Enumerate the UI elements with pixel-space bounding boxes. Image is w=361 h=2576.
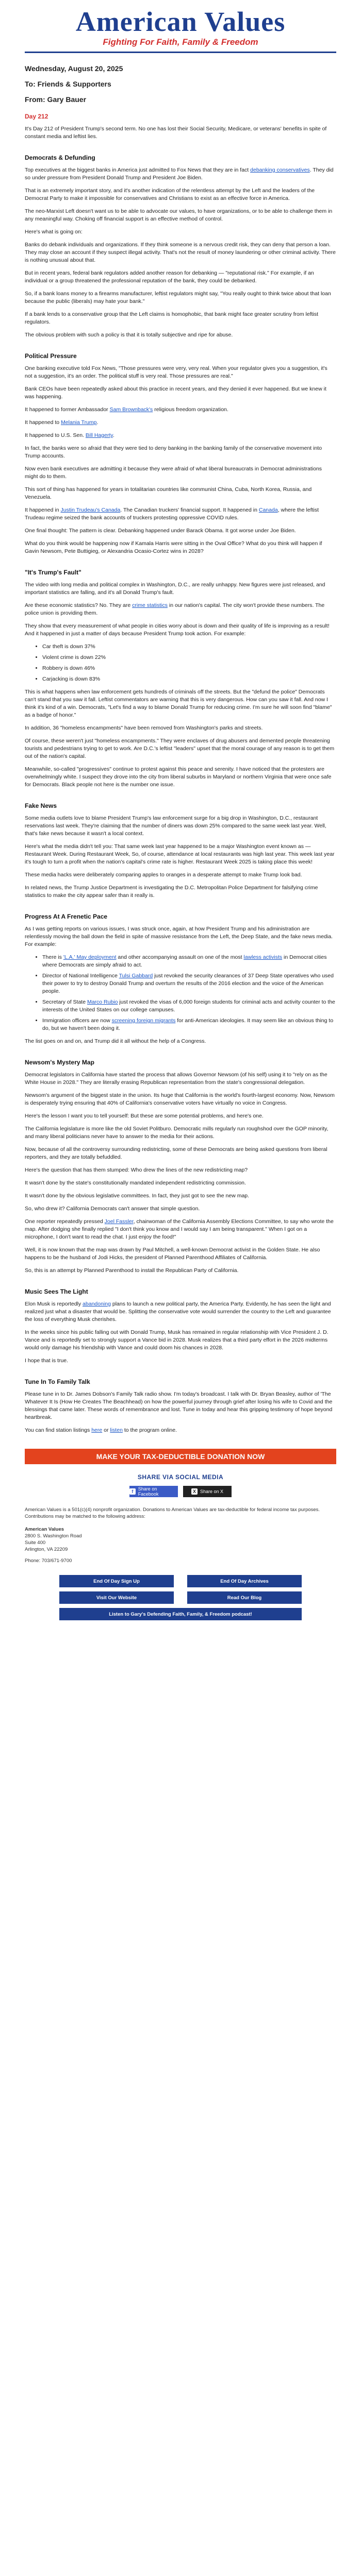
paragraph	[25, 506, 336, 522]
paragraph: One final thought: The pattern is clear. Debanking happened under Barack Obama. It got worse under Joe Biden.	[25, 528, 296, 534]
website-button[interactable]: Visit Our Website	[59, 1591, 174, 1604]
section-heading-newsom: Newsom's Mystery Map	[25, 1059, 94, 1066]
paragraph: Now, because of all the controversy surrounding redistricting, some of these Democrats are being asked questions from liberal reporters, and they are totally befuddled.	[25, 1146, 327, 1160]
paragraph: Well, it is now known that the map was drawn by Paul Mitchell, a well-known Democrat activist in the Golden State. He also happens to be the husband of Jodi Hicks, the president of Planned Parenthood Affiliates of California.	[25, 1247, 320, 1261]
paragraph: In fact, the banks were so afraid that they were tied to deny banking in the banking family of the conservative movement into Trump accounts.	[25, 445, 322, 459]
address-street: 2800 S. Washington Road	[25, 1533, 82, 1539]
donate-button[interactable]: MAKE YOUR TAX-DEDUCTIBLE DONATION NOW	[25, 1449, 336, 1464]
text: There is	[42, 954, 63, 960]
day-counter: Day 212	[25, 113, 48, 120]
paragraph: It's Day 212 of President Trump's second term. No one has lost their Social Security, Medicare, or veterans' benefits in spite of constant media and leftist lies.	[25, 126, 327, 140]
list-item	[42, 972, 336, 995]
text: One reporter repeatedly pressed	[25, 1218, 105, 1225]
text: just revoked the visas of 6,000 foreign students for criminal acts and activity counter to the interests of the United States on our college campuses.	[42, 999, 335, 1013]
share-row	[0, 1486, 361, 1497]
paragraph	[25, 1427, 336, 1434]
archives-button[interactable]: End Of Day Archives	[187, 1575, 302, 1587]
paragraph: This sort of thing has happened for years in totalitarian countries like communist China, Cuba, North Korea, Russia, and Venezuela.	[25, 486, 312, 500]
text: or	[102, 1427, 110, 1433]
paragraph: Please tune in to Dr. James Dobson's Family Talk radio show. I'm today's broadcast. I talk with Dr. Bryan Beasley, author of 'The Whatever It Is (How He Creates The Beachhead) on how the powerful journey through grief after losing his wife to Covid and the blessings that came later. These words of remembrance and lost. Tune in today and hear this gripping testimony of hope beyond heartbreak.	[25, 1391, 333, 1420]
paragraph	[25, 1300, 336, 1324]
link-melania[interactable]: Melania Trump	[61, 419, 97, 426]
text: religious freedom organization.	[153, 406, 228, 413]
paragraph: Here's what the media didn't tell you: That same week last year happened to be a major Washington event known as — Restaurant Week. During Restaurant Week, So, of course, attendance at local restaurants was high last year. This week last year it's tough to turn a profit when the nation's capital's crime rate is higher. Restaurant Week 2025 is taking place this week!	[25, 843, 335, 865]
paragraph: The video with long media and political complex in Washington, D.C., are really unhappy. New figures were just released, and important statistics are falling, and it's all Donald Trump's fault.	[25, 582, 325, 596]
paragraph: So, if a bank loans money to a firearms manufacturer, leftist regulators might say, "You really ought to think twice about that loan because the public (liberals) may hate your bank."	[25, 291, 331, 304]
text: It happened in	[25, 507, 61, 513]
address-suite: Suite 400	[25, 1540, 46, 1546]
link-rubio[interactable]: Marco Rubio	[87, 999, 118, 1005]
paragraph: Of course, these weren't just "homeless encampments." They were enclaves of drug abusers and demented people threatening tourists and pedestrians trying to get to work. Are D.C.'s leftist "leaders" upset that the moral courage of any reason is to get them out of the nation's capital.	[25, 738, 335, 759]
paragraph: So, this is an attempt by Planned Parenthood to install the Republican Party of California.	[25, 1267, 239, 1274]
text: It happened to	[25, 419, 61, 426]
link-fassler[interactable]: Joel Fassler	[104, 1218, 134, 1225]
section-heading-musk: Music Sees The Light	[25, 1288, 88, 1295]
paragraph: In addition, 36 "homeless encampments" have been removed from Washington's parks and streets.	[25, 725, 263, 731]
paragraph: It wasn't done by the obvious legislative committees. In fact, they just got to see the new map.	[25, 1193, 250, 1199]
legal-text: American Values is a 501(c)(4) nonprofit organization. Donations to American Values are tax-deductible for federal income tax purposes. Contributions may be matched to the following address:	[25, 1507, 320, 1519]
share-x-label: Share on X	[200, 1489, 224, 1494]
x-icon: X	[191, 1488, 198, 1495]
paragraph: Banks do debank individuals and organizations. If they think someone is a nervous credit risk, they can deny that person a loan. They may close an account if they suspect illegal activity. That's not the result of money laundering or other criminal activity. There is nothing unusual about that.	[25, 242, 336, 263]
section-heading-political: Political Pressure	[25, 352, 77, 360]
paragraph	[25, 432, 336, 439]
section-heading-progress: Progress At A Frenetic Pace	[25, 913, 108, 920]
paragraph: Meanwhile, so-called "progressives" continue to protest against this peace and serenity. I have noticed that the protesters are overwhelmingly white. I suspect they drove into the city from liberal suburbs in Maryland or northern Virginia that were once safe for Democrats. Black people not here is the number one issue.	[25, 766, 332, 788]
link-station-listings[interactable]: here	[91, 1427, 103, 1433]
phone: Phone: 703/671-9700	[25, 1558, 72, 1564]
paragraph: But in recent years, federal bank regulators added another reason for debanking — "reputational risk." For example, if an individual or a group threatened the professional reputation of the bank, they could be debanked.	[25, 270, 314, 284]
paragraph: Here's the question that has them stumped: Who drew the lines of the new redistricting map?	[25, 1167, 248, 1173]
top-margin	[0, 0, 361, 4]
link-listen-online[interactable]: listen	[110, 1427, 123, 1433]
paragraph: What do you think would be happening now if Kamala Harris were sitting in the Oval Office? What do you think will happen if Gavin Newsom, Pete Buttigieg, or Alexandria Ocasio-Cortez wins in 2028?	[25, 540, 322, 554]
text: You can find station listings	[25, 1427, 92, 1433]
text: , where the leftist Trudeau regime seized the bank accounts of truckers protesting oppressive COVID rules.	[25, 507, 319, 521]
paragraph: As I was getting reports on various issues, I was struck once, again, at how President Trump and his administration are relentlessly moving the ball down the field in spite of massive resistance from the Left, the Deep State, and the fake news media. For example:	[25, 926, 333, 947]
paragraph: The neo-Marxist Left doesn't want us to be able to advocate our values, to have organizations, or to be able to challenge them in any meaningful way. Choking off financial support is an effective method of control.	[25, 208, 333, 222]
paragraph: Some media outlets love to blame President Trump's law enforcement surge for a big drop in Washington, D.C., restaurant reservations last week. They're claiming that the number of diners was down 25% compared to the same week last year. Well, that's fake news because it wasn't a local context.	[25, 815, 326, 837]
letter-to: To: Friends & Supporters	[25, 80, 111, 88]
paragraph: That is an extremely important story, and it's another indication of the relentless attempt by the Left and the leaders of the Democrat Party to make it impossible for conservatives and Christians to exist as an effective force in America.	[25, 188, 315, 201]
paragraph: It wasn't done by the state's constitutionally mandated independent redistricting commission.	[25, 1180, 246, 1186]
link-button-grid	[0, 1575, 361, 1604]
signup-button[interactable]: End Of Day Sign Up	[59, 1575, 174, 1587]
podcast-button[interactable]: Listen to Gary's Defending Faith, Family, & Freedom podcast!	[59, 1608, 302, 1620]
link-hagerty[interactable]: Bill Hagerty	[85, 432, 113, 438]
list-item	[42, 998, 336, 1014]
paragraph: The obvious problem with such a policy is that it is totally subjective and ripe for abuse.	[25, 332, 233, 338]
tagline: Fighting For Faith, Family & Freedom	[103, 37, 258, 47]
mailing-address	[0, 1526, 361, 1553]
list-item	[42, 1017, 336, 1032]
link-gabbard[interactable]: Tulsi Gabbard	[119, 973, 153, 979]
list-item: • Robbery is down 46%	[42, 665, 336, 672]
link-debanking[interactable]: debanking conservatives	[250, 167, 310, 173]
link-brownback[interactable]: Sam Brownback's	[109, 406, 153, 413]
text: . They did so under pressure from President Donald Trump and President Joe Biden.	[25, 167, 334, 181]
paragraph: The list goes on and on, and Trump did it all without the help of a Congress.	[25, 1038, 206, 1044]
text: Secretary of State	[42, 999, 87, 1005]
facebook-icon: f	[129, 1488, 136, 1495]
link-deployment[interactable]: 'L.A.' May deployment	[63, 954, 117, 960]
link-lawless[interactable]: lawless activists	[243, 954, 283, 960]
paragraph	[25, 1218, 336, 1241]
text: Elon Musk is reportedly	[25, 1301, 83, 1307]
link-trudeau[interactable]: Justin Trudeau's Canada	[60, 507, 121, 513]
letter-body	[0, 64, 361, 1434]
share-x-button[interactable]	[183, 1486, 232, 1497]
text: . The Canadian truckers' financial support. It happened in	[120, 507, 259, 513]
share-heading: SHARE VIA SOCIAL MEDIA	[137, 1473, 224, 1481]
text: in Democrat cities where Democrats are simply afraid to act.	[42, 954, 327, 968]
paragraph: One banking executive told Fox News, "Those pressures were very, very real. When your regulator gives you a suggestion, it's not a suggestion, it's an order. The political stuff is very real. Those pressures are real."	[25, 365, 327, 379]
progress-list	[42, 954, 336, 1032]
link-screening[interactable]: screening foreign migrants	[111, 1018, 176, 1024]
share-facebook-button[interactable]	[129, 1486, 178, 1497]
link-abandoning[interactable]: abandoning	[83, 1301, 111, 1307]
text: Are these economic statistics? No. They are	[25, 602, 133, 608]
text: plans to launch a new political party, the America Party. Evidently, he has seen the light and realized just what a disaster that would be. Splitting the conservative vote would surrender the country to the Left and guarantee the loss of everything Musk cherishes.	[25, 1301, 331, 1323]
section-heading-democrats: Democrats & Defunding	[25, 154, 95, 161]
text: Top executives at the biggest banks in America just admitted to Fox News that they are in fact	[25, 167, 251, 173]
address-org: American Values	[25, 1527, 64, 1532]
text: for anti-American ideologies. It may seem like an obvious thing to do, but we haven't been doing it.	[42, 1018, 334, 1031]
section-heading-fake-news: Fake News	[25, 802, 57, 809]
letter-from: From: Gary Bauer	[25, 95, 87, 104]
paragraph: Newsom's argument of the biggest state in the union. Its huge that California is the world's fourth-largest economy. Now, Newsom is desperately trying ensuring that 40% of California's conservative voters have virtually no voice in Congress.	[25, 1092, 335, 1106]
paragraph: If a bank lends to a conservative group that the Left claims is homophobic, that bank might face greater scrutiny from leftist regulators.	[25, 311, 319, 325]
address-city: Arlington, VA 22209	[25, 1547, 68, 1552]
text: .	[112, 432, 114, 438]
list-item	[42, 954, 336, 969]
text: .	[96, 419, 99, 426]
paragraph: These media hacks were deliberately comparing apples to oranges in a desperate attempt to make Trump look bad.	[25, 872, 302, 878]
paragraph: Here's the lesson I want you to tell yourself: But these are some potential problems, and here's one.	[25, 1113, 264, 1119]
section-heading-family-talk: Tune In To Family Talk	[25, 1378, 90, 1385]
logo	[0, 4, 361, 36]
text: It happened to former Ambassador	[25, 406, 110, 413]
paragraph: In related news, the Trump Justice Department is investigating the D.C. Metropolitan Police Department for falsifying crime statistics to make the city appear safer than it really is.	[25, 885, 318, 899]
link-crime-stats[interactable]: crime statistics	[132, 602, 168, 608]
paragraph: Democrat legislators in California have started the process that allows Governor Newsom (of his self) using it to "rely on as the White House in 2028." They are literally erasing Republican representation from the state's congressional delegation.	[25, 1072, 327, 1086]
crime-stats-list	[42, 643, 336, 683]
paragraph	[25, 602, 336, 617]
text: and other accompanying assault on one of the most	[116, 954, 244, 960]
text: Director of National Intelligence	[42, 973, 119, 979]
paragraph: Now even bank executives are admitting it because they were afraid of what liberal bureaucrats in Democrat administrations might do to them.	[25, 466, 322, 480]
list-item: • Violent crime is down 22%	[42, 654, 336, 662]
paragraph: Here's what is going on:	[25, 229, 83, 235]
section-heading-trump-fault: "It's Trump's Fault"	[25, 569, 81, 576]
text: Immigration officers are now	[42, 1018, 112, 1024]
text: in our nation's capital. The city won't provide these numbers. The police union is providing them.	[25, 602, 325, 616]
paragraph: They show that every measurement of what people in cities worry about is down and their quality of life is improving as a result! And it happened in just a matter of days because President Trump took action. For example:	[25, 623, 330, 637]
paragraph: Bank CEOs have been repeatedly asked about this practice in recent years, and they denied it ever happened. But we knew it was happening.	[25, 386, 326, 400]
link-canada[interactable]: Canada	[258, 507, 278, 513]
paragraph	[25, 406, 336, 414]
list-item: • Carjacking is down 83%	[42, 675, 336, 683]
paragraph: In the weeks since his public falling out with Donald Trump, Musk has remained in regular relationship with Vice President J. D. Vance and is reportedly set to strongly support a Vance bid in 2028. Musk realizes that a third party effort in the 2026 midterms would only damage his friendship with Vance and could doom his chances in 2028.	[25, 1329, 329, 1351]
text: just revoked the security clearances of 37 Deep State operatives who used their power to try to destroy Donald Trump and overturn the results of the 2016 election and the voice of the American people.	[42, 973, 334, 994]
paragraph	[25, 419, 336, 427]
blog-button[interactable]: Read Our Blog	[187, 1591, 302, 1604]
paragraph: The California legislature is more like the old Soviet Politburo. Democratic mills regularly run roughshod over the GOP minority, and many liberal politicians never have to answer to the media for their actions.	[25, 1126, 329, 1140]
paragraph: This is what happens when law enforcement gets hundreds of criminals off the streets. But the "defund the police" Democrats can't stand that you saw it fall. Leftist commentators are warning that this is very dangerous. How can you saw it fall. And now I think it's kind of a win. Democrats, "Let's find a way to blame Donald Trump for reducing crime. I'm sure he will soon find "blame" as a badge of honor."	[25, 689, 332, 718]
paragraph: I hope that is true.	[25, 1358, 69, 1364]
logo-wordmark: American Values	[75, 6, 286, 37]
paragraph: So, who drew it? California Democrats can't answer that simple question.	[25, 1206, 200, 1212]
share-facebook-label: Share on Facebook	[138, 1486, 159, 1497]
paragraph	[25, 166, 336, 182]
letter-date: Wednesday, August 20, 2025	[25, 64, 123, 73]
text: to the program online.	[122, 1427, 177, 1433]
text: , chairwoman of the California Assembly Elections Committee, to say who wrote the map. After dodging she finally replied "I don't think you know and I would say I am being transparent." When I got on a microphone, I don't want to read the chat. I just enjoy the food!"	[25, 1218, 334, 1240]
header-divider	[25, 52, 336, 53]
list-item: • Car theft is down 37%	[42, 643, 336, 651]
text: It happened to U.S. Sen.	[25, 432, 86, 438]
